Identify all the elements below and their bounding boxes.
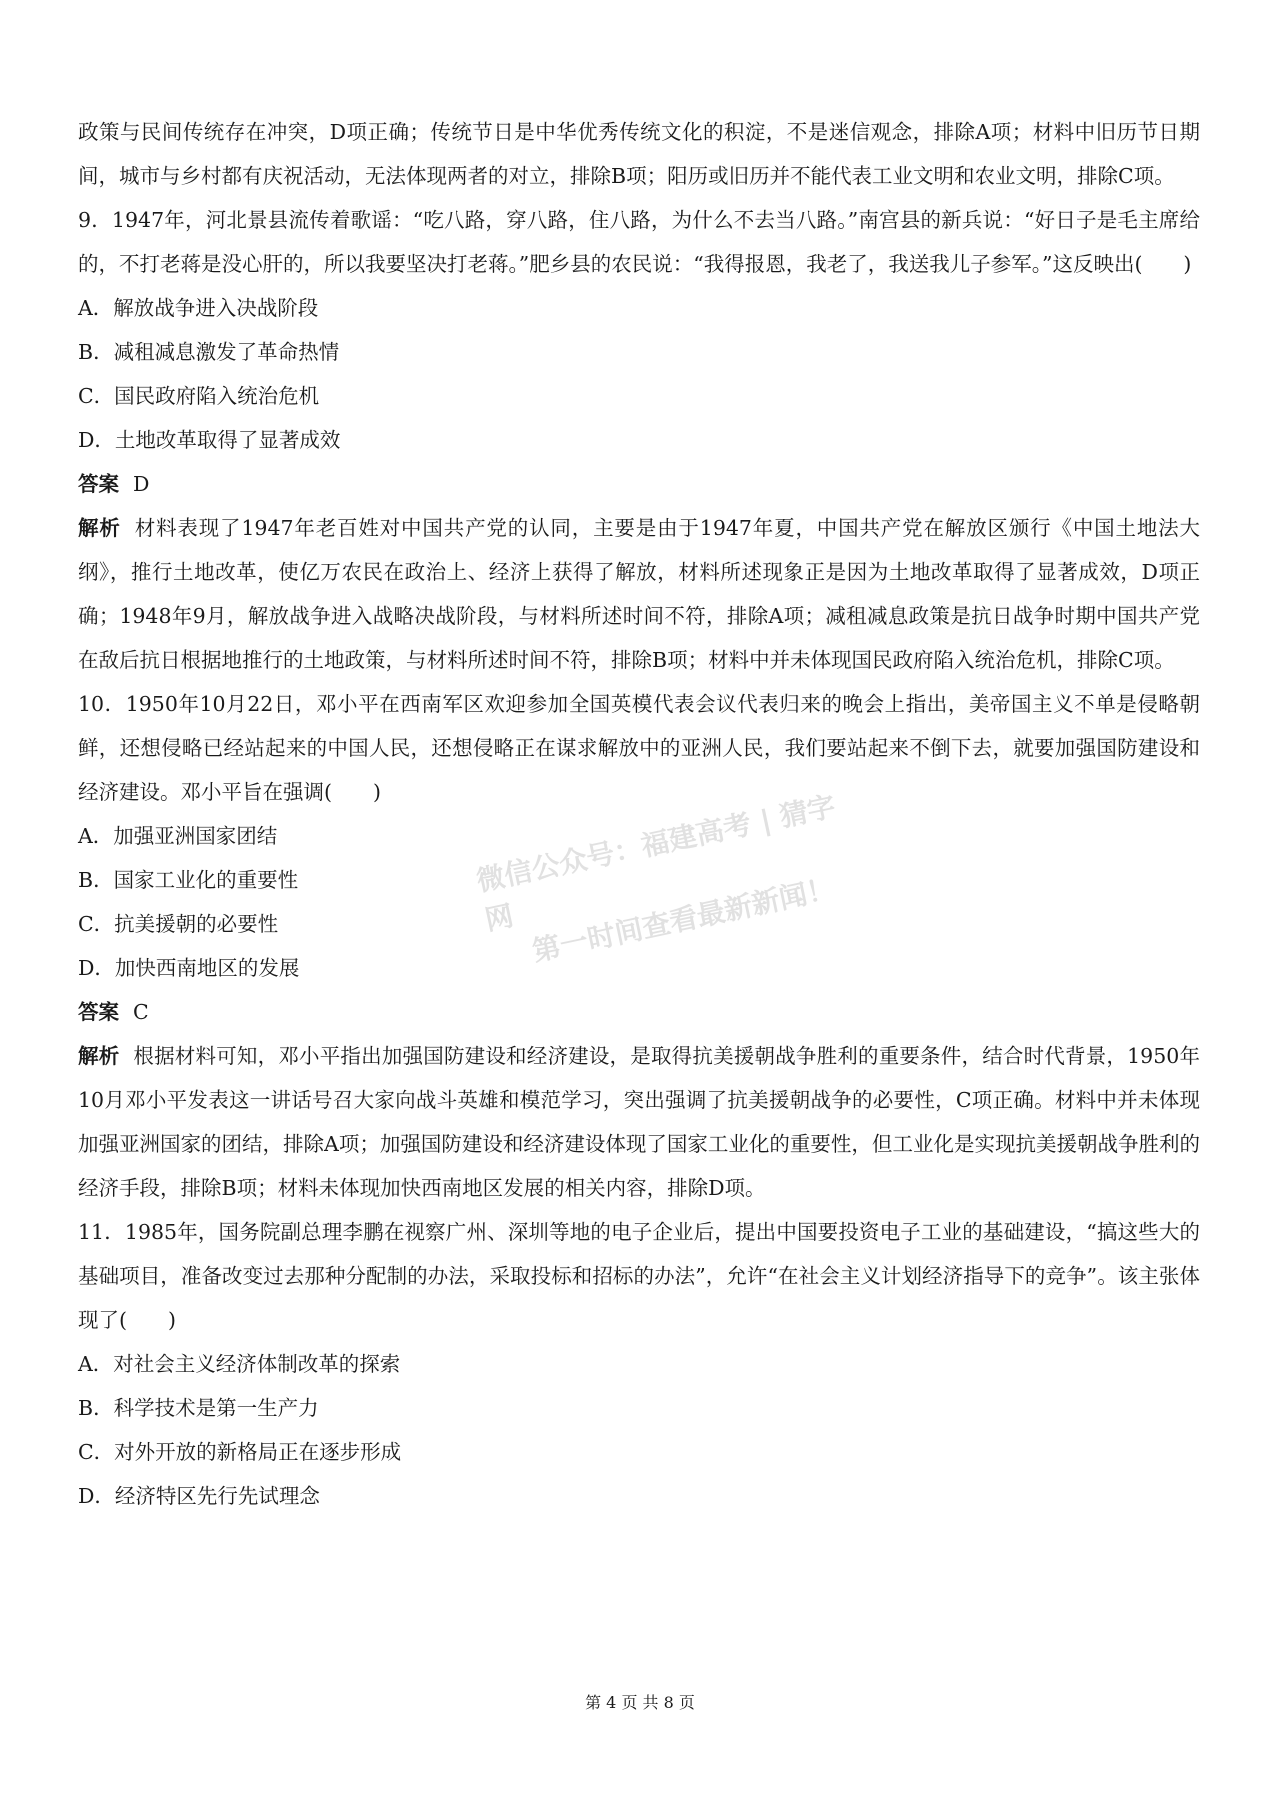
watermark-line-2: 第一时间查看最新新闻！ bbox=[529, 871, 838, 968]
question-9-answer bbox=[78, 462, 1200, 506]
answer-value: D bbox=[133, 472, 150, 496]
previous-explanation: 政策与民间传统存在冲突，D项正确；传统节日是中华优秀传统文化的积淀，不是迷信观念，排除A项；材料中旧历节日期间，城市与乡村都有庆祝活动，无法体现两者的对立，排除B项；阳历或旧历并不能代表工业文明和农业文明，排除C项。 bbox=[78, 120, 1200, 188]
question-11-option-d: D．经济特区先行先试理念 bbox=[78, 1484, 320, 1508]
question-9-option-a: A．解放战争进入决战阶段 bbox=[78, 296, 319, 320]
question-9-stem: 9．1947年，河北景县流传着歌谣：“吃八路，穿八路，住八路，为什么不去当八路。”南宫县的新兵说：“好日子是毛主席给的，不打老蒋是没心肝的，所以我要坚决打老蒋。”肥乡县的农民说：“我得报恩，我老了，我送我儿子参军。”这反映出( ) bbox=[78, 208, 1200, 276]
question-10-explanation bbox=[78, 1034, 1200, 1210]
answer-label: 答案 bbox=[78, 1000, 119, 1024]
question-10-stem: 10．1950年10月22日，邓小平在西南军区欢迎参加全国英模代表会议代表归来的晚会上指出，美帝国主义不单是侵略朝鲜，还想侵略已经站起来的中国人民，还想侵略正在谋求解放中的亚洲人民，我们要站起来不倒下去，就要加强国防建设和经济建设。邓小平旨在强调( ) bbox=[78, 692, 1200, 804]
explanation-text: 材料表现了1947年老百姓对中国共产党的认同，主要是由于1947年夏，中国共产党在解放区颁行《中国土地法大纲》，推行土地改革，使亿万农民在政治上、经济上获得了解放，材料所述现象正是因为土地改革取得了显著成效，D项正确；1948年9月，解放战争进入战略决战阶段，与材料所述时间不符，排除A项；减租减息政策是抗日战争时期中国共产党在敌后抗日根据地推行的土地政策，与材料所述时间不符，排除B项；材料中并未体现国民政府陷入统治危机，排除C项。 bbox=[78, 516, 1201, 672]
question-9 bbox=[78, 198, 1200, 682]
explanation-label: 解析 bbox=[78, 516, 121, 540]
answer-label: 答案 bbox=[78, 472, 119, 496]
explanation-text: 根据材料可知，邓小平指出加强国防建设和经济建设，是取得抗美援朝战争胜利的重要条件，结合时代背景，1950年10月邓小平发表这一讲话号召大家向战斗英雄和模范学习，突出强调了抗美援朝战争的必要性，C项正确。材料中并未体现加强亚洲国家的团结，排除A项；加强国防建设和经济建设体现了国家工业化的重要性，但工业化是实现抗美援朝战争胜利的经济手段，排除B项；材料未体现加快西南地区发展的相关内容，排除D项。 bbox=[78, 1044, 1200, 1200]
question-9-explanation bbox=[78, 506, 1200, 682]
question-11-option-c: C．对外开放的新格局正在逐步形成 bbox=[78, 1440, 402, 1464]
question-9-option-d: D．土地改革取得了显著成效 bbox=[78, 428, 341, 452]
page-footer: 第 4 页 共 8 页 bbox=[585, 1693, 695, 1712]
answer-value: C bbox=[133, 1000, 149, 1024]
explanation-label: 解析 bbox=[78, 1044, 120, 1068]
question-10-option-d: D．加快西南地区的发展 bbox=[78, 956, 300, 980]
question-11-option-a: A．对社会主义经济体制改革的探索 bbox=[78, 1352, 401, 1376]
question-11 bbox=[78, 1210, 1200, 1518]
question-10-option-b: B．国家工业化的重要性 bbox=[78, 868, 299, 892]
question-10 bbox=[78, 682, 1200, 1210]
question-10-option-c: C．抗美援朝的必要性 bbox=[78, 912, 279, 936]
question-9-option-c: C．国民政府陷入统治危机 bbox=[78, 384, 320, 408]
question-10-answer bbox=[78, 990, 1200, 1034]
question-11-option-b: B．科学技术是第一生产力 bbox=[78, 1396, 319, 1420]
question-9-option-b: B．减租减息激发了革命热情 bbox=[78, 340, 340, 364]
document-body bbox=[78, 110, 1200, 1518]
question-10-option-a: A．加强亚洲国家团结 bbox=[78, 824, 278, 848]
watermark-line-1: 微信公众号：福建高考 | 猜字网 bbox=[473, 789, 839, 938]
question-11-stem: 11．1985年，国务院副总理李鹏在视察广州、深圳等地的电子企业后，提出中国要投资电子工业的基础建设，“搞这些大的基础项目，准备改变过去那种分配制的办法，采取投标和招标的办法”，允许“在社会主义计划经济指导下的竞争”。该主张体现了( ) bbox=[78, 1220, 1200, 1332]
